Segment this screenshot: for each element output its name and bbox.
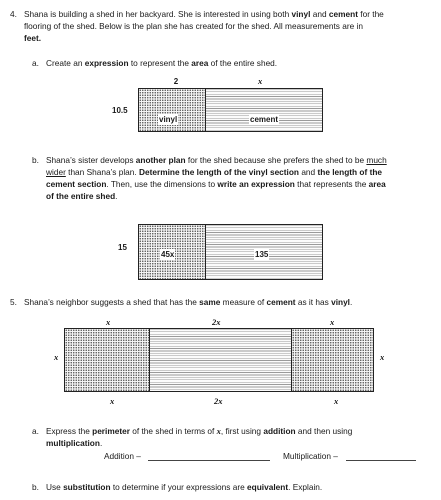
part-b-prompt-line-4: of the entire shed.	[46, 191, 118, 201]
part-b-prompt-line-2: wider than Shana’s plan. Determine the length of the vinyl section and the length of the	[46, 167, 383, 177]
question-4-intro-line-3: feet.	[24, 33, 42, 43]
multiplication-label: Multiplication –	[283, 451, 338, 461]
label-top-left-x: x	[106, 317, 111, 327]
part-a-prompt: Create an expression to represent the area of the entire shed.	[46, 58, 278, 68]
q5-part-a-letter: a.	[32, 426, 39, 436]
multiplication-answer-blank[interactable]	[346, 460, 416, 461]
label-right-x: x	[380, 352, 385, 362]
question-4-intro-line-1: Shana is building a shed in her backyard. She is interested in using both vinyl and cement for the	[24, 9, 384, 19]
label-top-middle-2x: 2x	[212, 317, 221, 327]
question-4-number: 4.	[10, 9, 17, 19]
question-5-number: 5.	[10, 297, 17, 307]
vinyl-section	[138, 88, 206, 132]
part-b-prompt-line-1: Shana’s sister develops another plan for the shed because she prefers the shed to be much	[46, 155, 387, 165]
vinyl-section-left	[64, 328, 150, 392]
vinyl-label: vinyl	[159, 115, 178, 124]
label-shed-height: 10.5	[112, 106, 128, 115]
label-bottom-middle-2x: 2x	[214, 396, 223, 406]
part-b-letter: b.	[32, 155, 39, 165]
addition-label: Addition –	[104, 451, 141, 461]
label-top-right-x: x	[330, 317, 335, 327]
label-left-x: x	[54, 352, 59, 362]
addition-answer-blank[interactable]	[148, 460, 270, 461]
cement-section	[205, 88, 323, 132]
vinyl-section-right	[291, 328, 374, 392]
question-5-prompt: Shana’s neighbor suggests a shed that has the same measure of cement as it has vinyl.	[24, 297, 353, 307]
cement-section-middle	[149, 328, 292, 392]
part-b-prompt-line-3: cement section. Then, use the dimensions to write an expression that represents the area	[46, 179, 386, 189]
cement-area-label: 135	[255, 250, 269, 259]
label-vinyl-width: 2	[173, 77, 179, 86]
vinyl-area-label: 45x	[161, 250, 175, 259]
q5-part-a-line-2: multiplication.	[46, 438, 103, 448]
cement-label: cement	[250, 115, 279, 124]
label-bottom-right-x: x	[334, 396, 339, 406]
q5-part-b-letter: b.	[32, 482, 39, 492]
label-shed-b-height: 15	[118, 243, 127, 252]
label-cement-width: x	[258, 76, 263, 86]
label-bottom-left-x: x	[110, 396, 115, 406]
part-a-letter: a.	[32, 58, 39, 68]
question-4-intro-line-2: flooring of the shed. Below is the plan she has created for the shed. All measurements are in	[24, 21, 363, 31]
q5-part-a-line-1: Express the perimeter of the shed in terms of x, first using addition and then using	[46, 426, 353, 436]
q5-part-b-prompt: Use substitution to determine if your expressions are equivalent. Explain.	[46, 482, 323, 492]
